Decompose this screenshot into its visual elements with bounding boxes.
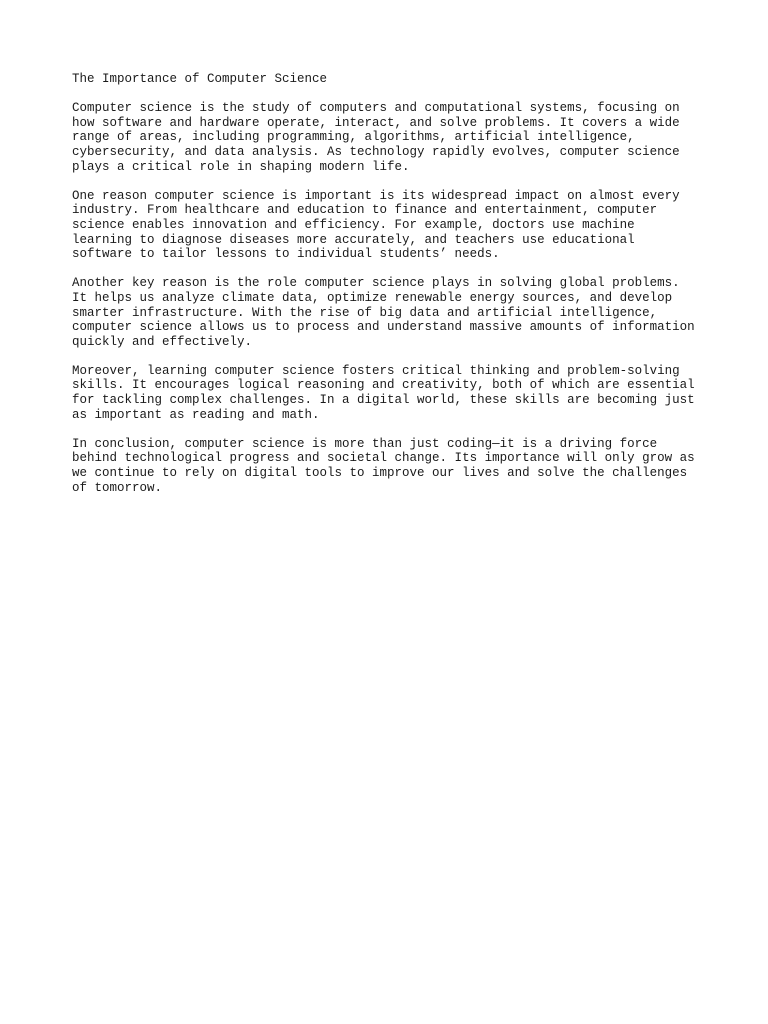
paragraph-4 — [72, 364, 712, 422]
paragraph-3 — [72, 276, 712, 349]
paragraph-line: for tackling complex challenges. In a digital world, these skills are becoming just — [72, 393, 695, 408]
paragraph-line: Computer science is the study of computers and computational systems, focusing on — [72, 101, 680, 116]
paragraph-line: One reason computer science is important is its widespread impact on almost every — [72, 188, 680, 203]
paragraph-line: software to tailor lessons to individual students’ needs. — [72, 247, 500, 262]
paragraph-line: industry. From healthcare and education to finance and entertainment, computer — [72, 203, 658, 218]
document-page — [72, 72, 712, 510]
paragraph-line: cybersecurity, and data analysis. As technology rapidly evolves, computer science — [72, 144, 680, 159]
paragraph-1 — [72, 101, 712, 174]
paragraph-line: how software and hardware operate, interact, and solve problems. It covers a wide — [72, 115, 680, 130]
paragraph-line: behind technological progress and societal change. Its importance will only grow as — [72, 451, 695, 466]
paragraph-line: learning to diagnose diseases more accurately, and teachers use educational — [72, 232, 635, 247]
paragraph-line: computer science allows us to process and understand massive amounts of information — [72, 320, 695, 335]
paragraph-5 — [72, 437, 712, 495]
paragraph-line: science enables innovation and efficiency. For example, doctors use machine — [72, 217, 635, 232]
paragraph-line: as important as reading and math. — [72, 407, 320, 422]
document-title: The Importance of Computer Science — [72, 72, 328, 86]
paragraph-line: In conclusion, computer science is more than just coding—it is a driving force — [72, 436, 658, 451]
paragraph-line: range of areas, including programming, algorithms, artificial intelligence, — [72, 130, 635, 145]
paragraph-2 — [72, 189, 712, 262]
paragraph-line: Another key reason is the role computer science plays in solving global problems. — [72, 276, 680, 291]
paragraph-line: It helps us analyze climate data, optimize renewable energy sources, and develop — [72, 290, 673, 305]
paragraph-line: skills. It encourages logical reasoning and creativity, both of which are essential — [72, 378, 695, 393]
paragraph-line: plays a critical role in shaping modern life. — [72, 159, 410, 174]
paragraph-line: we continue to rely on digital tools to improve our lives and solve the challenges — [72, 466, 688, 481]
paragraph-line: of tomorrow. — [72, 480, 163, 495]
paragraph-line: Moreover, learning computer science fosters critical thinking and problem-solving — [72, 363, 680, 378]
paragraph-line: quickly and effectively. — [72, 334, 253, 349]
paragraph-line: smarter infrastructure. With the rise of big data and artificial intelligence, — [72, 305, 658, 320]
